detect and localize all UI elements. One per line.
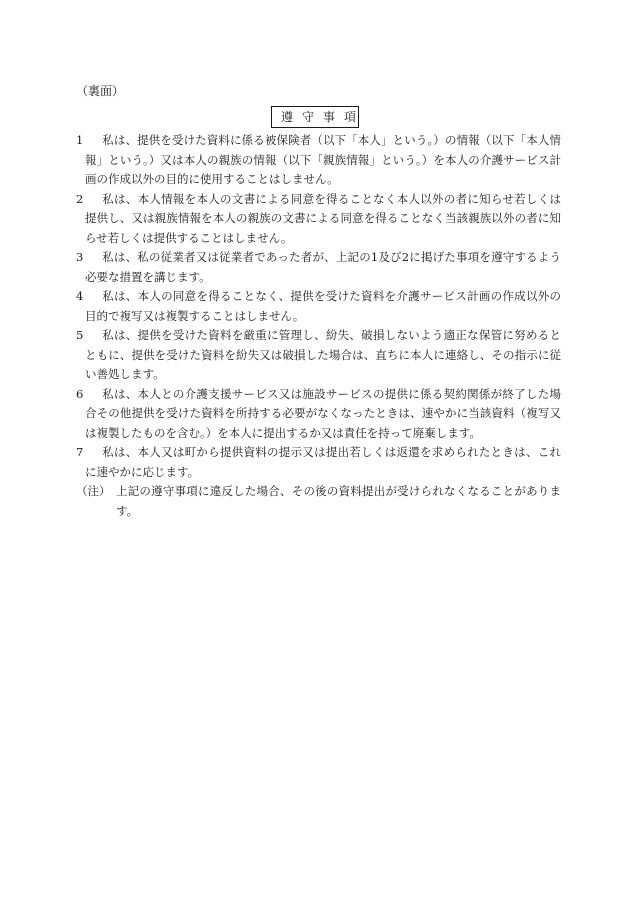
compliance-item-5 xyxy=(76,326,561,385)
item-number: 7 xyxy=(76,445,84,459)
compliance-item-7 xyxy=(76,443,561,482)
compliance-item-6 xyxy=(76,385,561,444)
item-text: 私は、私の従業者又は従業者であった者が、上記の1及び2に掲げた事項を遵守するよう必要な措置を講じます。 xyxy=(85,250,561,284)
note-text: 上記の遵守事項に違反した場合、その後の資料提出が受けられなくなることがあります。 xyxy=(116,484,561,518)
side-label: （裏面） xyxy=(76,84,125,98)
item-number: 3 xyxy=(76,250,84,264)
item-number: 2 xyxy=(76,191,84,206)
item-number: 5 xyxy=(76,328,84,342)
note-label: （注） xyxy=(76,484,111,498)
item-number: 1 xyxy=(76,133,84,147)
compliance-item-3 xyxy=(76,248,561,287)
note xyxy=(76,482,561,521)
compliance-item-1 xyxy=(76,131,561,190)
item-text: 私は、本人の同意を得ることなく、提供を受けた資料を介護サービス計画の作成以外の目的で複写又は複製することはしません。 xyxy=(85,289,561,323)
item-text: 私は、提供を受けた資料を厳重に管理し、紛失、破損しないよう適正な保管に努めるとともに、提供を受けた資料を紛失又は破損した場合は、直ちに本人に連絡し、その指示に従い善処します。 xyxy=(85,328,561,381)
compliance-item-2 xyxy=(76,190,561,249)
document-title: 遵守事項 xyxy=(271,106,359,128)
item-number: 6 xyxy=(76,386,84,401)
item-text: 私は、本人情報を本人の文書による同意を得ることなく本人以外の者に知らせ若しくは提供し、又は親族情報を本人の親族の文書による同意を得ることなく当該親族以外の者に知らせ若しくは提供することはしません。 xyxy=(85,191,561,245)
compliance-items-list xyxy=(76,131,561,521)
item-text: 私は、本人又は町から提供資料の提示又は提出若しくは返還を求められたときは、これに速やかに応じます。 xyxy=(85,445,561,479)
item-text: 私は、提供を受けた資料に係る被保険者（以下「本人」という。）の情報（以下「本人情報」という。）又は本人の親族の情報（以下「親族情報」という。）を本人の介護サービス計画の作成以外の目的に使用することはしません。 xyxy=(85,133,561,186)
item-text: 私は、本人との介護支援サービス又は施設サービスの提供に係る契約関係が終了した場合その他提供を受けた資料を所持する必要がなくなったときは、速やかに当該資料（複写又は複製したものを含む。）を本人に提出するか又は責任を持って廃棄します。 xyxy=(85,386,561,440)
item-number: 4 xyxy=(76,289,84,303)
compliance-item-4 xyxy=(76,287,561,326)
